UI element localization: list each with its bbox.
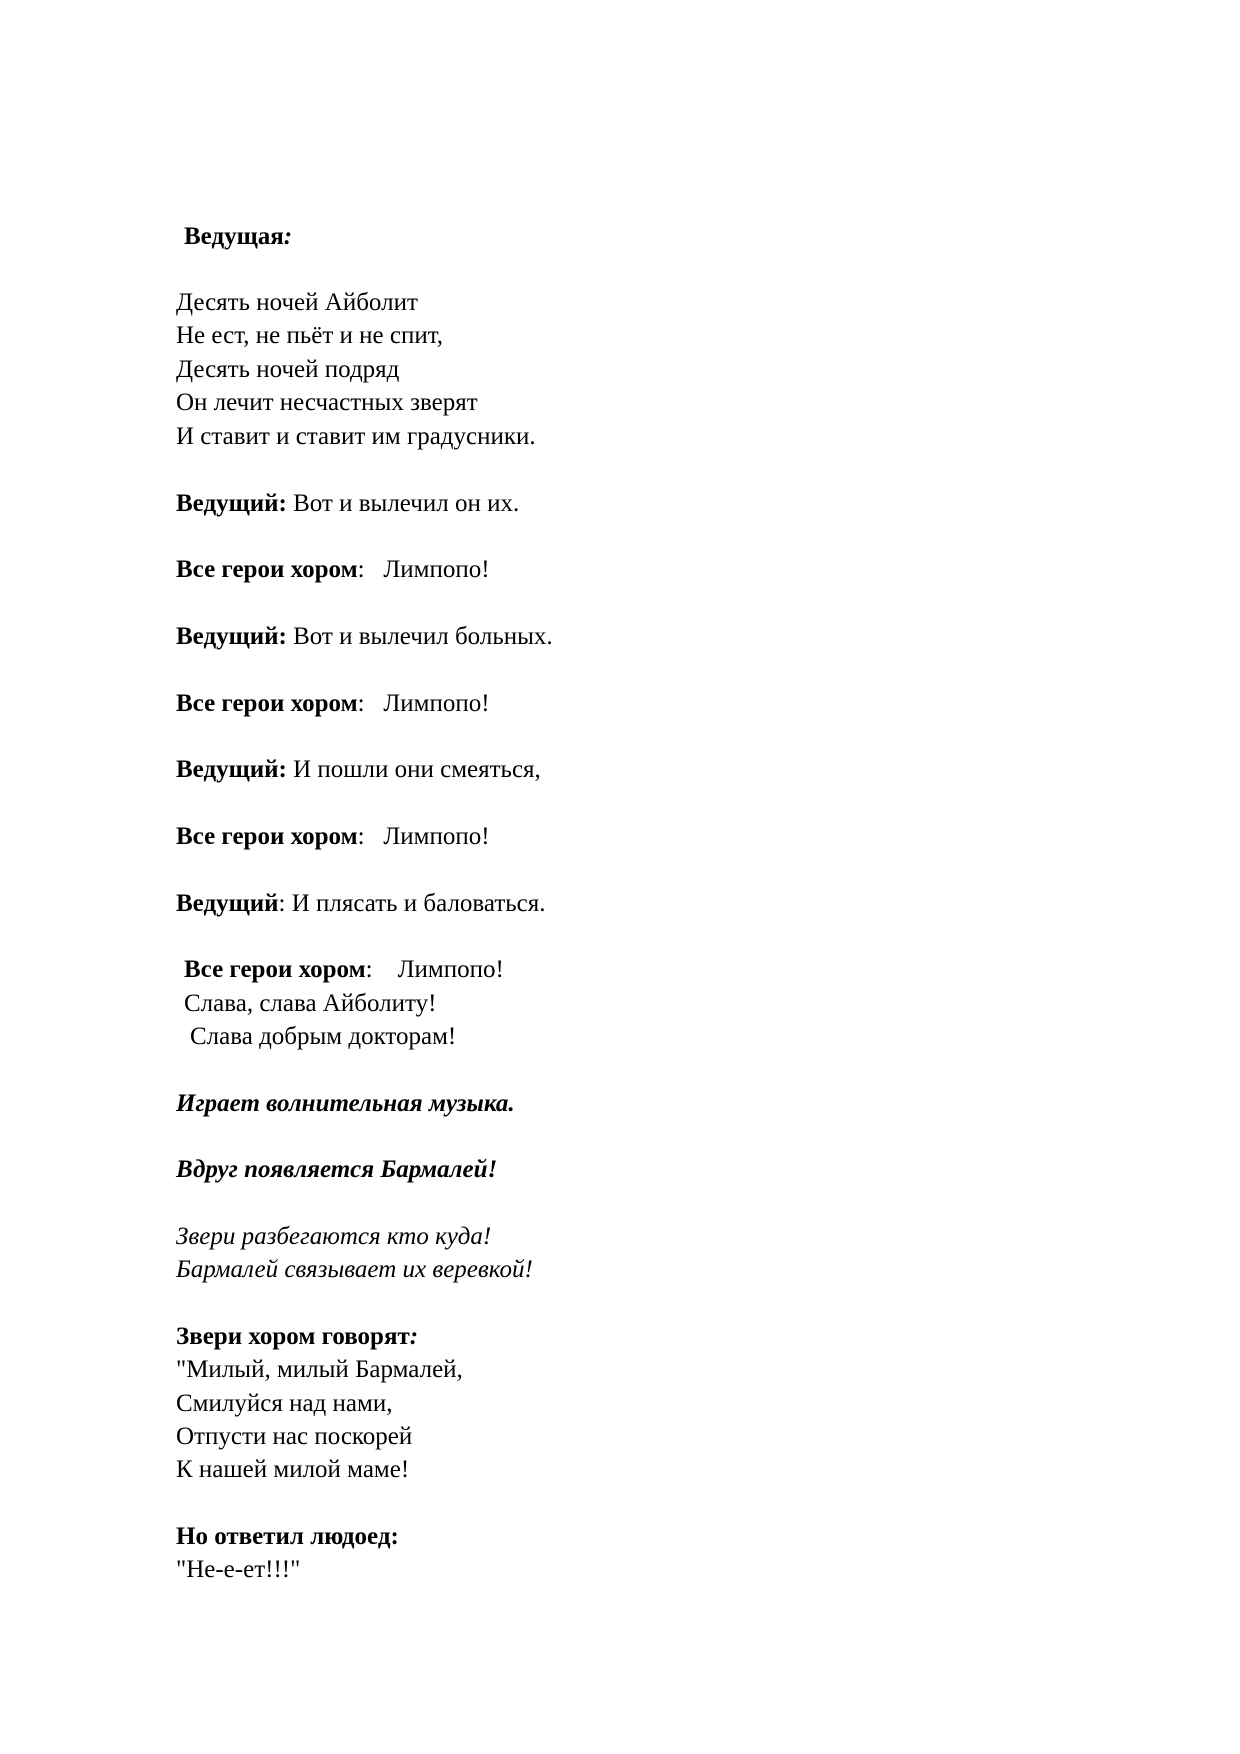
speaker-name: Все герои хором [176,823,358,850]
dialogue-line [184,953,504,986]
speaker-name: Ведущая [184,223,284,250]
verse-line: Он лечит несчастных зверят [176,389,478,416]
dialogue-line [176,487,519,520]
speaker-name: Ведущий: [176,623,287,650]
verse-line: Слава, слава Айболиту! [184,990,437,1017]
dialogue-text: Лимпопо! [372,956,504,983]
verse-line: Слава добрым докторам! [190,1023,457,1050]
speaker-colon: : [357,823,365,850]
stage-direction: Звери разбегаются кто куда! [176,1223,492,1250]
speaker-line-lyudoed: Но ответил людоед: [176,1523,399,1550]
speaker-line-zveri [176,1320,418,1353]
dialogue-line [176,687,490,720]
dialogue-text: Лимпопо! [364,690,490,717]
speaker-colon: : [409,1323,419,1350]
dialogue-line [176,553,490,586]
dialogue-line [176,620,553,653]
verse-line: "Милый, милый Бармалей, [176,1356,463,1383]
verse-line: Десять ночей подряд [176,356,400,383]
speaker-name: Ведущий: [176,756,287,783]
verse-line: Смилуйся над нами, [176,1390,393,1417]
stage-direction: Вдруг появляется Бармалей! [176,1156,498,1183]
speaker-name: Ведущий [176,890,279,917]
speaker-colon: : [357,690,365,717]
speaker-colon: : [357,556,365,583]
dialogue-line [176,820,490,853]
speaker-name: Ведущий: [176,490,287,517]
speaker-name: Все герои хором [176,690,358,717]
speaker-name: Звери хором говорят [176,1323,410,1350]
stage-direction: Играет волнительная музыка. [176,1090,515,1117]
speaker-colon: : [365,956,373,983]
verse-line: И ставит и ставит им градусники. [176,423,536,450]
stage-direction: Бармалей связывает их веревкой! [176,1256,533,1283]
speaker-name: Все герои хором [184,956,366,983]
speaker-line-vedushchaya [184,220,292,253]
dialogue-text: Вот и вылечил больных. [286,623,553,650]
verse-line: Отпусти нас поскорей [176,1423,413,1450]
verse-line: "Не-е-ет!!!" [176,1556,301,1583]
verse-line: К нашей милой маме! [176,1456,410,1483]
dialogue-text: : И плясать и баловаться. [278,890,546,917]
dialogue-text: И пошли они смеяться, [286,756,541,783]
speaker-colon: : [283,223,293,250]
dialogue-text: Лимпопо! [364,823,490,850]
dialogue-text: Вот и вылечил он их. [286,490,520,517]
verse-line: Не ест, не пьёт и не спит, [176,322,444,349]
verse-line: Десять ночей Айболит [176,289,418,316]
speaker-name: Все герои хором [176,556,358,583]
dialogue-line [176,753,541,786]
dialogue-line [176,887,546,920]
dialogue-text: Лимпопо! [364,556,490,583]
